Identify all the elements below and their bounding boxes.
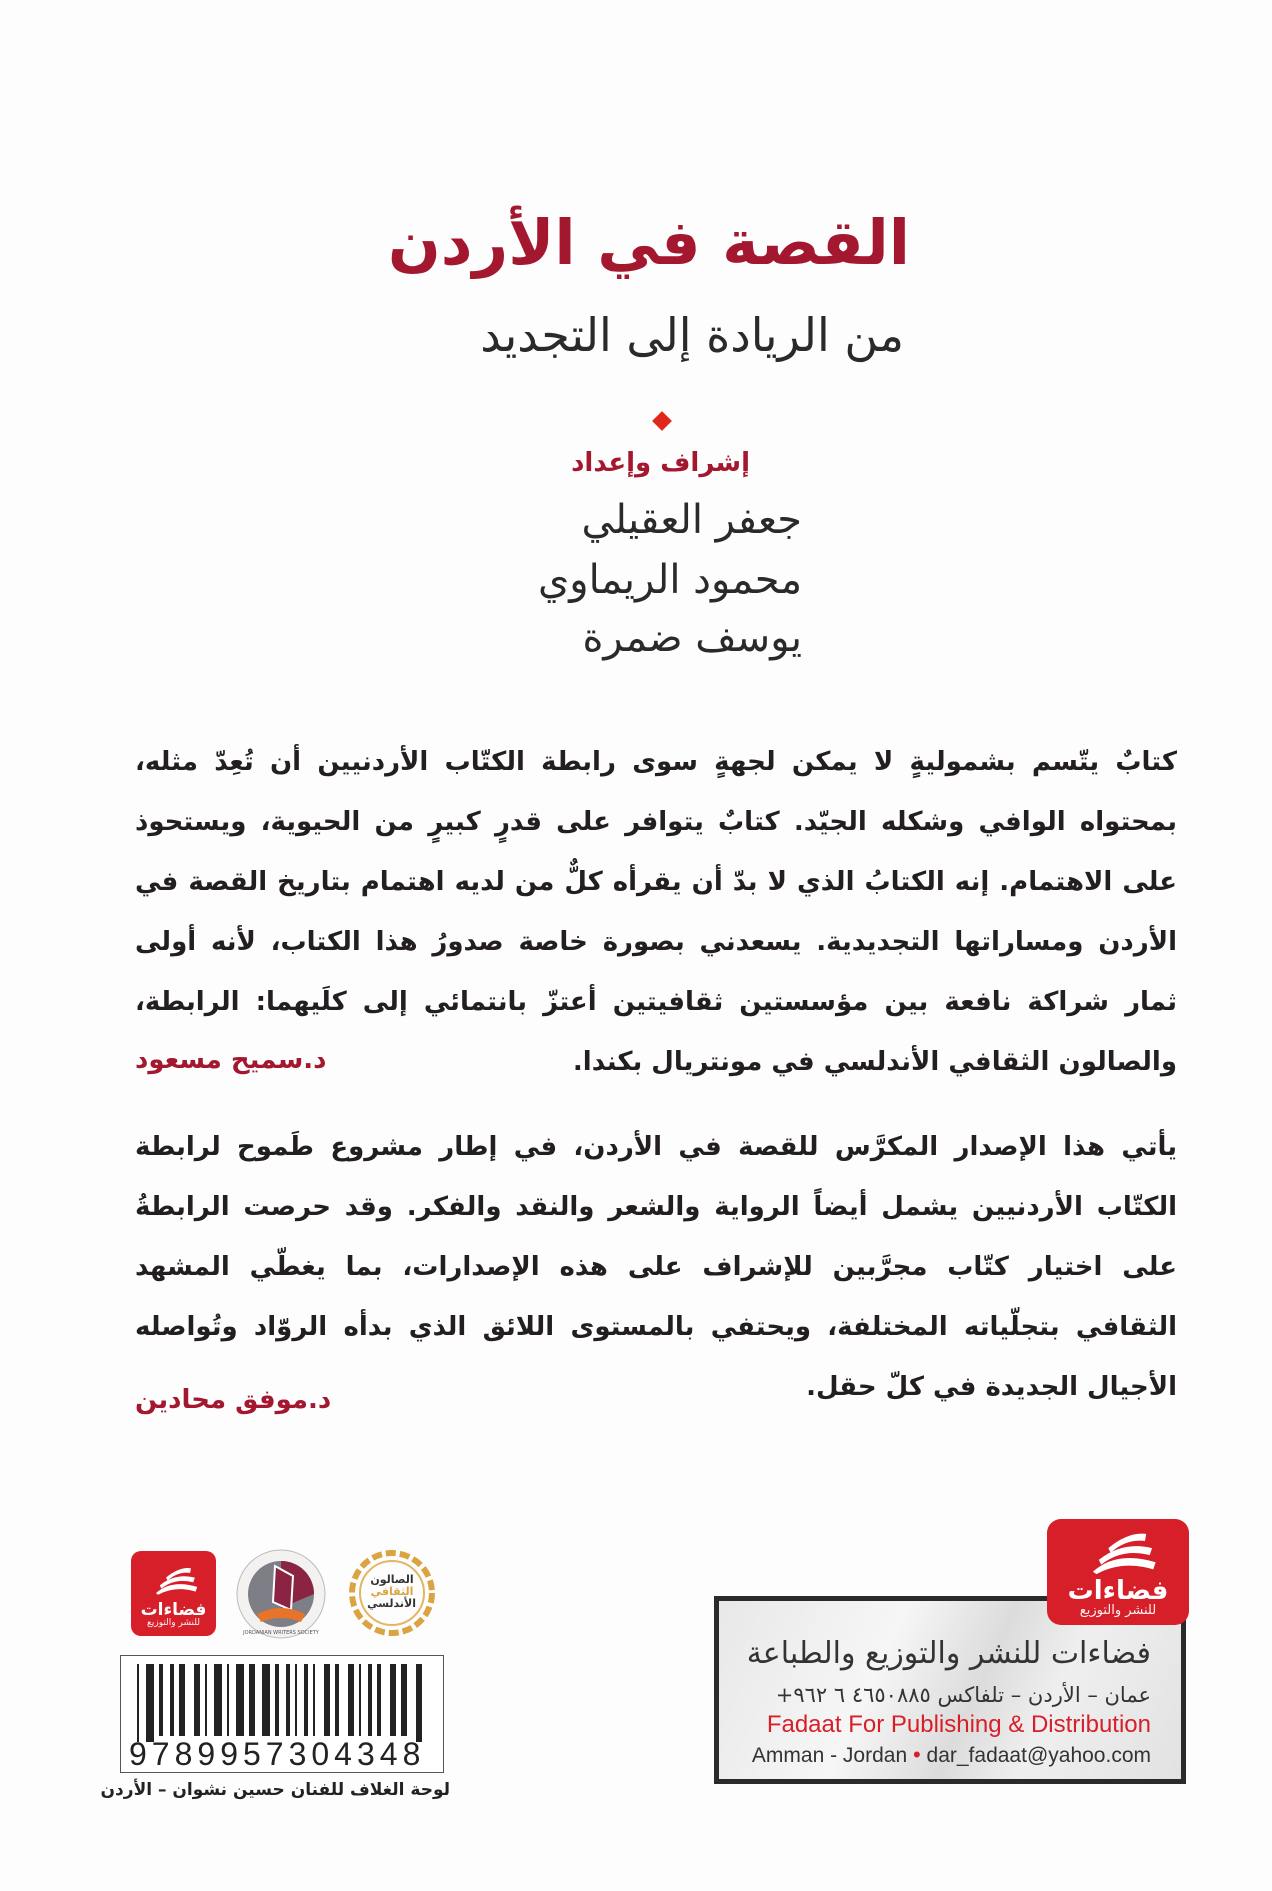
andalusian-salon-logo (345, 1546, 440, 1641)
publisher-email[interactable]: dar_fadaat@yahoo.com (926, 1744, 1151, 1767)
publisher-logo-tagline: للنشر والتوزيع (147, 1618, 200, 1628)
editor-name: جعفر العقيلي (581, 497, 802, 543)
barcode-bar (170, 1664, 174, 1736)
barcode-bar (205, 1664, 207, 1736)
editors-label: إشراف وإعداد (571, 448, 750, 478)
salon-line: الأندلسي (367, 1597, 416, 1610)
bullet-icon: • (912, 1742, 921, 1767)
barcode-bar (179, 1664, 185, 1736)
barcode-bar (249, 1664, 255, 1736)
barcode-bar (137, 1664, 139, 1742)
publisher-contact (752, 1744, 1151, 1766)
cover-art-credit: لوحة الغلاف للفنان حسين نشوان – الأردن (100, 1780, 450, 1800)
barcode-bar (194, 1664, 200, 1736)
barcode-bar (368, 1664, 372, 1736)
barcode-bar (227, 1664, 229, 1736)
barcode-bar (377, 1664, 381, 1736)
barcode-bar (335, 1664, 339, 1736)
isbn-number: 9789957304348 (129, 1736, 426, 1772)
barcode-bar (146, 1664, 154, 1742)
barcode-bar (236, 1664, 244, 1736)
writers-society-text: JORDANIAN WRITERS SOCIETY (243, 1630, 319, 1636)
editor-name: محمود الريماوي (537, 557, 802, 603)
barcode-bar (401, 1664, 407, 1736)
barcode-bar (159, 1664, 163, 1736)
barcode-bar (416, 1664, 422, 1742)
barcode-bar (286, 1664, 290, 1736)
publisher-arabic-name: فضاءات للنشر والتوزيع والطباعة (746, 1636, 1151, 1671)
publisher-address: عمان – الأردن – تلفاكس ٤٦٥٠٨٨٥ ٦ ٩٦٢+ (775, 1683, 1151, 1707)
barcode-bar (214, 1664, 222, 1736)
publisher-english-name: Fadaat For Publishing & Distribution (766, 1711, 1151, 1738)
writers-society-emblem-icon (235, 1548, 327, 1640)
publisher-city: Amman - Jordan (751, 1744, 908, 1767)
publisher-logo-small (131, 1551, 216, 1636)
barcode-bar (348, 1664, 354, 1736)
salon-line: الثقافي (370, 1585, 414, 1598)
fan-icon (1087, 1525, 1158, 1576)
editor-name: يوسف ضمرة (582, 615, 802, 661)
barcode-bar (262, 1664, 270, 1736)
isbn-barcode (120, 1655, 444, 1773)
blurb-author: د.موفق محادين (135, 1385, 332, 1415)
publisher-logo-tagline: للنشر والتوزيع (1079, 1603, 1157, 1618)
barcode-bar (275, 1664, 279, 1736)
blurb-author: د.سميح مسعود (135, 1045, 327, 1075)
blurb-text: يأتي هذا الإصدار المكرَّس للقصة في الأردن، في إطار مشروع طَموح لرابطة الكتّاب الأردنيين يشمل أيضاً الرواية والشعر والنقد والفكر. وقد حرصت الرابطةُ على اختيار كتّاب مجرَّبين للإشراف على هذه الإصدارات، بما يغطّي المشهد الثقافي بتجلّياته المختلفة، ويحتفي بالمستوى اللائق الذي بدأه الروّاد وتُواصله الأجيال الجديدة في كلّ حقل. (135, 1132, 1177, 1402)
barcode-bar (390, 1664, 396, 1736)
book-title: القصة في الأردن (387, 206, 910, 279)
diamond-ornament-icon (652, 411, 672, 431)
barcode-bars (133, 1664, 433, 1742)
blurb-text: كتابٌ يتّسم بشموليةٍ لا يمكن لجهةٍ سوى رابطة الكتّاب الأردنيين أن تُعِدّ مثله، بمحتواه الوافي وشكله الجيّد. كتابٌ يتوافر على قدرٍ كبيرٍ من الحيوية، ويستحوذ على الاهتمام. إنه الكتابُ الذي لا بدّ أن يقرأه كلٌّ من لديه اهتمام بتاريخ القصة في الأردن ومساراتها التجديدية. يسعدني بصورة خاصة صدورُ هذا الكتاب، لأنه أولى ثمار شراكة نافعة بين مؤسستين ثقافيتين أعتزّ بانتمائي إلى كلَيهما: الرابطة، والصالون الثقافي الأندلسي في مونتريال بكندا. (135, 747, 1177, 1077)
publisher-logo-large (1047, 1519, 1189, 1625)
salon-line: الصالون (370, 1573, 414, 1586)
publisher-logo-name: فضاءات (140, 1600, 207, 1620)
book-subtitle: من الريادة إلى التجديد (480, 308, 904, 362)
writers-society-logo (235, 1548, 327, 1640)
barcode-bar (304, 1664, 308, 1736)
fan-icon (152, 1560, 199, 1598)
barcode-bar (359, 1664, 361, 1736)
barcode-bar (295, 1664, 297, 1736)
barcode-bar (313, 1664, 315, 1736)
barcode-bar (324, 1664, 330, 1736)
publisher-logo-name: فضاءات (1067, 1576, 1169, 1606)
